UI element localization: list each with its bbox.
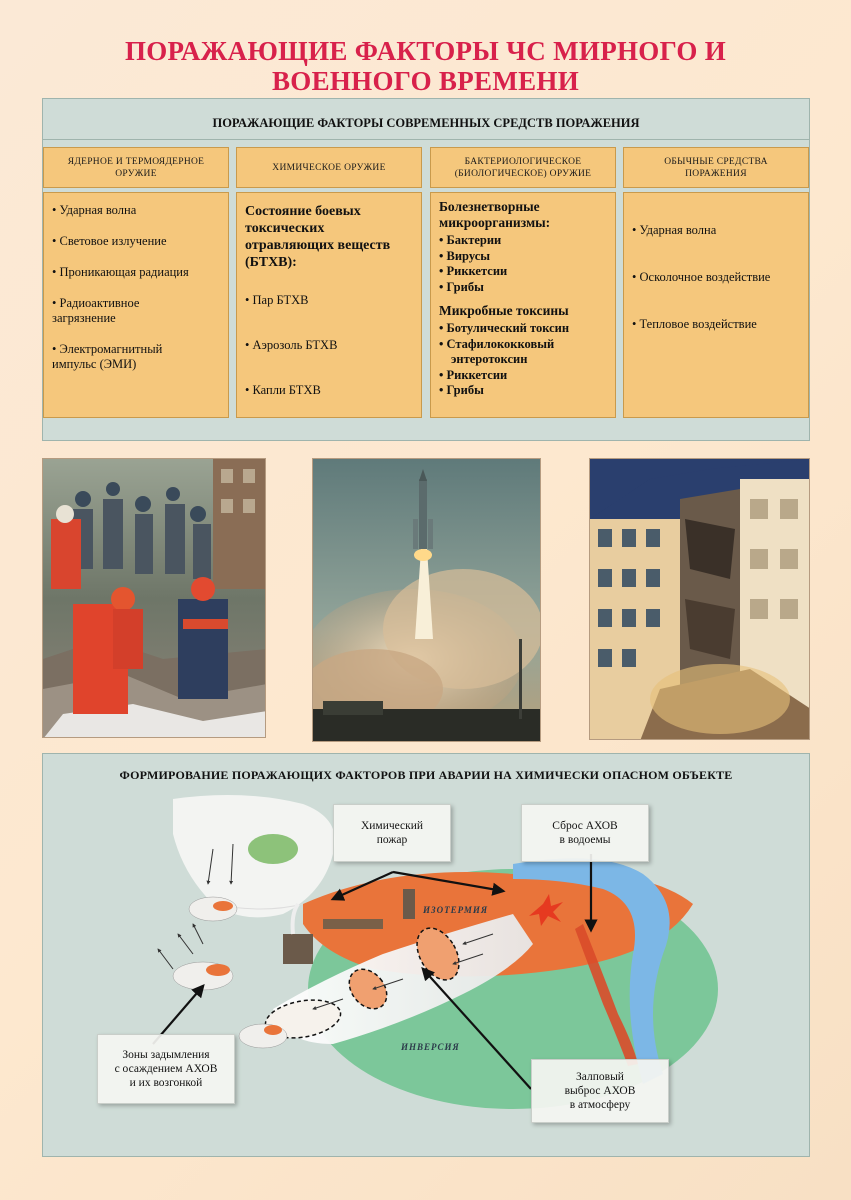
list-item: • Пар БТХВ bbox=[245, 293, 309, 307]
list-item: • Бактерии bbox=[439, 233, 502, 247]
callout-line: Сброс АХОВ bbox=[552, 820, 618, 832]
list-item: • Осколочное воздействие bbox=[632, 270, 771, 284]
chemical-accident-panel bbox=[42, 753, 810, 1157]
column-header bbox=[43, 147, 229, 188]
list-item: • Радиоактивное загрязнение bbox=[52, 296, 140, 325]
column-body bbox=[236, 192, 422, 418]
list-item: • Грибы bbox=[439, 383, 484, 397]
list-item: • Вирусы bbox=[439, 248, 491, 263]
column-nuclear bbox=[43, 147, 229, 418]
collapsed-building-photo bbox=[589, 458, 810, 740]
column-header-line: ОРУЖИЕ bbox=[115, 168, 157, 179]
column-header-line: ЯДЕРНОЕ И ТЕРМОЯДЕРНОЕ bbox=[67, 156, 205, 167]
column-header-line: ОБЫЧНЫЕ СРЕДСТВА bbox=[664, 156, 768, 167]
list-item: • Стафилококковый bbox=[439, 336, 555, 351]
column-header bbox=[623, 147, 809, 188]
callout-line: пожар bbox=[376, 834, 408, 846]
callout-line: Химический bbox=[360, 820, 424, 832]
title-line-2: ВОЕННОГО ВРЕМЕНИ bbox=[271, 66, 580, 96]
panel-header: ФОРМИРОВАНИЕ ПОРАЖАЮЩИХ ФАКТОРОВ ПРИ АВАРИИ НА ХИМИЧЕСКИ ОПАСНОМ ОБЪЕКТЕ bbox=[119, 768, 733, 782]
intro-text: Состояние боевых токсических отравляющих веществ (БТХВ): bbox=[245, 204, 391, 270]
column-body bbox=[430, 192, 616, 418]
list-item: • Риккетсии bbox=[439, 367, 508, 382]
column-body bbox=[623, 192, 809, 418]
callout-smoke-zones bbox=[97, 1034, 235, 1104]
list-item: • Ударная волна bbox=[632, 223, 717, 237]
isotherm-label: ИЗОТЕРМИЯ bbox=[423, 905, 489, 915]
callout-volley-release bbox=[531, 1059, 669, 1123]
list-item: • Световое излучение bbox=[52, 234, 167, 248]
column-header-line: ХИМИЧЕСКОЕ ОРУЖИЕ bbox=[272, 162, 386, 173]
callout-line: в атмосферу bbox=[569, 1099, 631, 1111]
column-chemical bbox=[236, 147, 422, 418]
callout-water-dump bbox=[521, 804, 649, 862]
column-header-line: ПОРАЖЕНИЯ bbox=[685, 168, 747, 179]
callout-line: выброс АХОВ bbox=[564, 1085, 636, 1097]
callout-line: Залповый bbox=[576, 1071, 624, 1083]
column-header bbox=[430, 147, 616, 188]
column-header-line: БАКТЕРИОЛОГИЧЕСКОЕ bbox=[464, 156, 582, 167]
callout-line: и их возгонкой bbox=[129, 1077, 203, 1089]
callout-line: с осаждением АХОВ bbox=[114, 1063, 218, 1075]
page-title bbox=[0, 36, 851, 96]
panel-header: ПОРАЖАЮЩИЕ ФАКТОРЫ СОВРЕМЕННЫХ СРЕДСТВ ПОРАЖЕНИЯ bbox=[212, 116, 640, 130]
column-conventional bbox=[623, 147, 809, 418]
list-item: • Электромагнитный импульс (ЭМИ) bbox=[52, 342, 163, 371]
list-item: • Тепловое воздействие bbox=[632, 317, 757, 331]
list-item: • Проникающая радиация bbox=[52, 265, 189, 279]
group-title: Болезнетворные микроорганизмы: bbox=[439, 199, 551, 230]
column-biological bbox=[430, 147, 616, 418]
callout-chemical-fire bbox=[333, 804, 451, 862]
rescuers-photo bbox=[42, 458, 266, 738]
list-item: • Грибы bbox=[439, 279, 484, 294]
rocket-launch-photo bbox=[312, 458, 541, 742]
callout-line: Зоны задымления bbox=[122, 1049, 210, 1061]
divider bbox=[43, 139, 809, 140]
callout-line: в водоемы bbox=[559, 834, 611, 846]
column-header-line: (БИОЛОГИЧЕСКОЕ) ОРУЖИЕ bbox=[454, 168, 592, 179]
list-item: энтеротоксин bbox=[451, 352, 528, 366]
list-item: • Ботулический токсин bbox=[439, 321, 570, 335]
title-line-1: ПОРАЖАЮЩИЕ ФАКТОРЫ ЧС МИРНОГО И bbox=[124, 36, 727, 66]
damage-factors-panel bbox=[42, 98, 810, 441]
inversion-label: ИНВЕРСИЯ bbox=[401, 1042, 460, 1052]
column-body bbox=[43, 192, 229, 418]
list-item: • Риккетсии bbox=[439, 264, 508, 278]
list-item: • Аэрозоль БТХВ bbox=[245, 338, 338, 352]
column-header bbox=[236, 147, 422, 188]
group-title: Микробные токсины bbox=[439, 303, 569, 318]
list-item: • Ударная волна bbox=[52, 203, 137, 217]
list-item: • Капли БТХВ bbox=[245, 383, 321, 397]
